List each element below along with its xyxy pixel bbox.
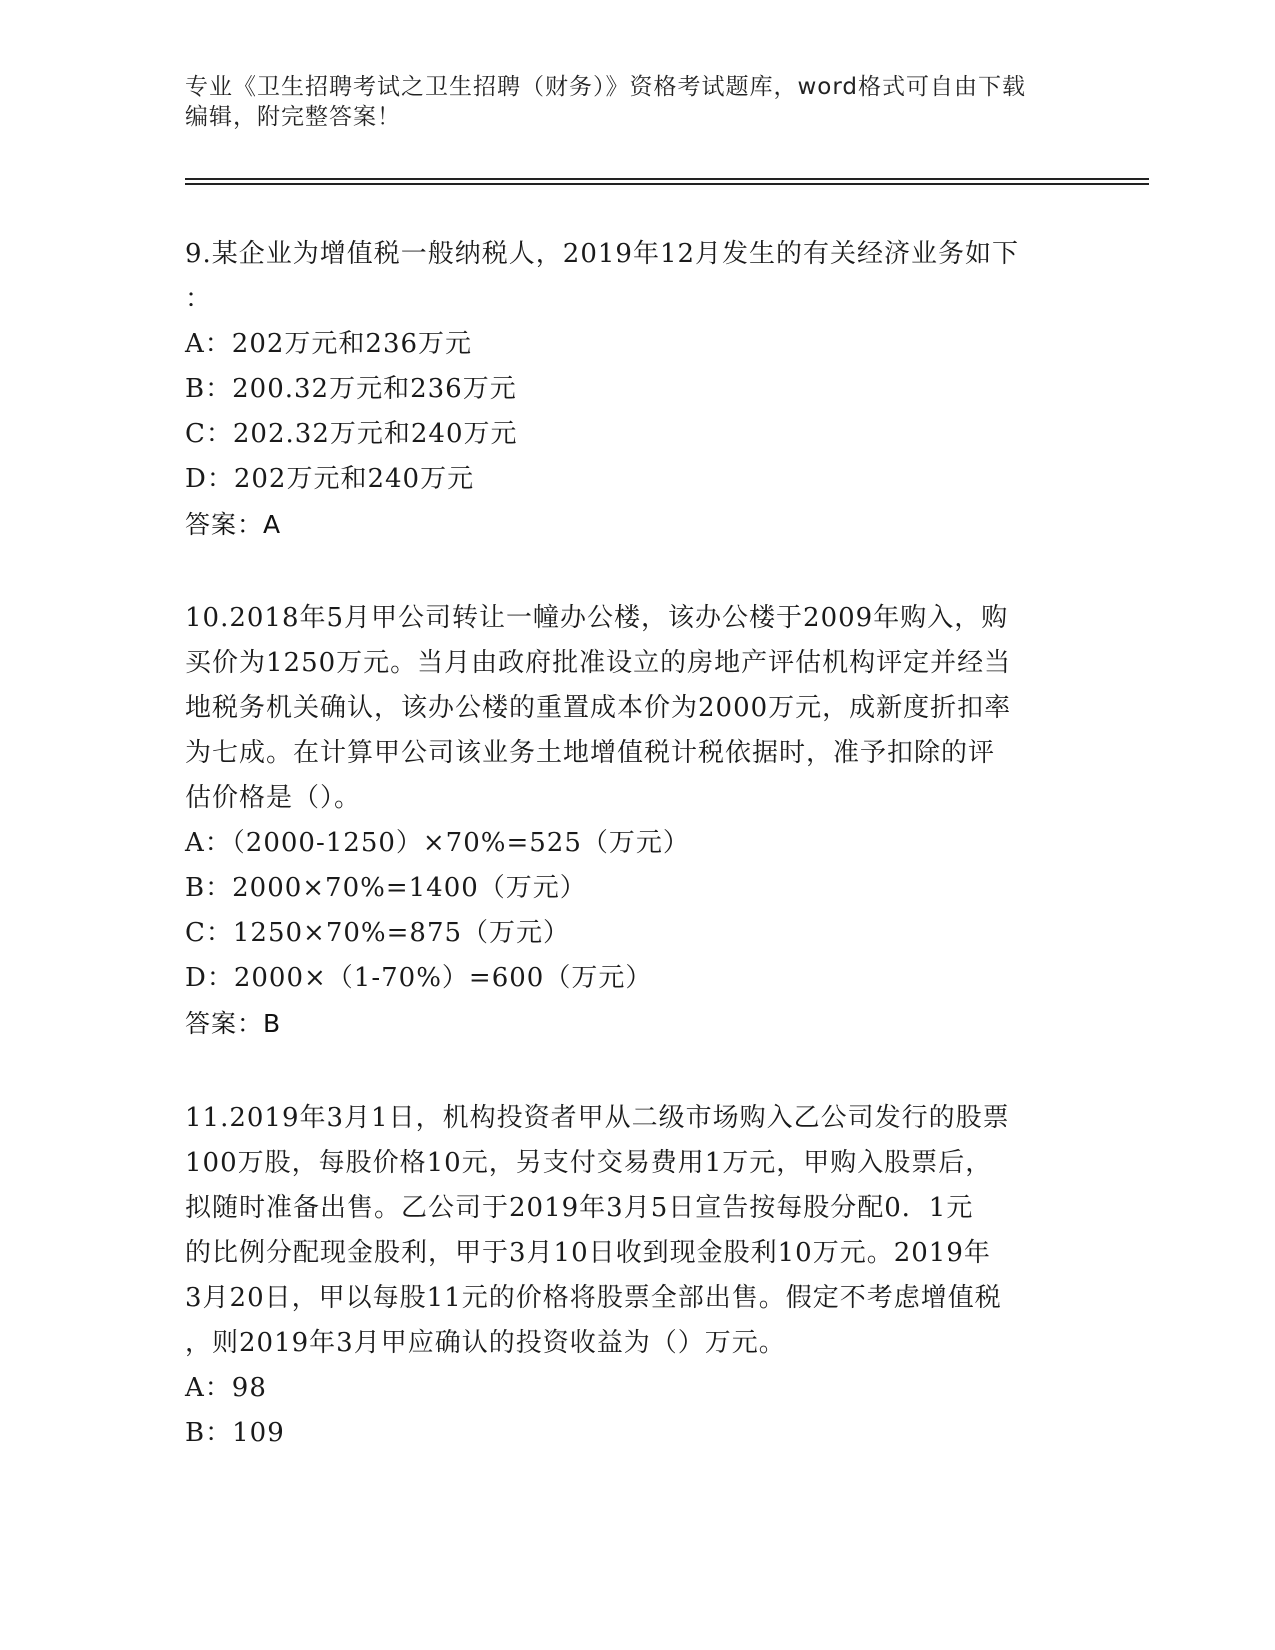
option-d: D：2000×（1-70%）=600（万元）	[185, 963, 653, 993]
header-line-2: 编辑，附完整答案！	[185, 104, 401, 130]
option-c: C：202.32万元和240万元	[185, 419, 518, 449]
question-stem-line: 100万股，每股价格10元，另支付交易费用1万元，甲购入股票后，	[185, 1148, 993, 1178]
question-stem-line: 9.某企业为增值税一般纳税人，2019年12月发生的有关经济业务如下	[185, 239, 1020, 269]
question-stem-line: 买价为1250万元。当月由政府批准设立的房地产评估机构评定并经当	[185, 648, 1012, 678]
option-a: A：202万元和236万元	[185, 329, 473, 359]
option-b: B：200.32万元和236万元	[185, 374, 517, 404]
option-b: B：109	[185, 1418, 285, 1448]
question-10	[185, 596, 1075, 1046]
option-a: A：98	[185, 1373, 267, 1403]
answer-text: 答案：B	[185, 1009, 282, 1038]
header-divider-bottom	[185, 183, 1149, 185]
question-stem-line: 11.2019年3月1日，机构投资者甲从二级市场购入乙公司发行的股票	[185, 1103, 1010, 1133]
option-a: A：（2000-1250）×70%=525（万元）	[185, 828, 690, 858]
document-header	[185, 72, 1075, 132]
question-stem-line: ，则2019年3月甲应确认的投资收益为（）万元。	[185, 1328, 786, 1358]
question-stem-line: 拟随时准备出售。乙公司于2019年3月5日宣告按每股分配0．1元	[185, 1193, 974, 1223]
header-line-1: 专业《卫生招聘考试之卫生招聘（财务）》资格考试题库，word格式可自由下载	[185, 74, 1027, 100]
header-divider-top	[185, 178, 1149, 180]
option-d: D：202万元和240万元	[185, 464, 475, 494]
option-c: C：1250×70%=875（万元）	[185, 918, 571, 948]
option-b: B：2000×70%=1400（万元）	[185, 873, 587, 903]
answer-text: 答案：A	[185, 510, 282, 539]
question-9	[185, 232, 1075, 547]
question-stem-line: 3月20日，甲以每股11元的价格将股票全部出售。假定不考虑增值税	[185, 1283, 1002, 1313]
question-stem-line: ：	[185, 284, 213, 314]
question-stem-line: 10.2018年5月甲公司转让一幢办公楼，该办公楼于2009年购入，购	[185, 603, 1009, 633]
question-stem-line: 为七成。在计算甲公司该业务土地增值税计税依据时，准予扣除的评	[185, 738, 996, 768]
question-11	[185, 1096, 1075, 1456]
question-stem-line: 的比例分配现金股利，甲于3月10日收到现金股利10万元。2019年	[185, 1238, 991, 1268]
question-stem-line: 地税务机关确认，该办公楼的重置成本价为2000万元，成新度折扣率	[185, 693, 1012, 723]
question-stem-line: 估价格是（）。	[185, 783, 362, 813]
